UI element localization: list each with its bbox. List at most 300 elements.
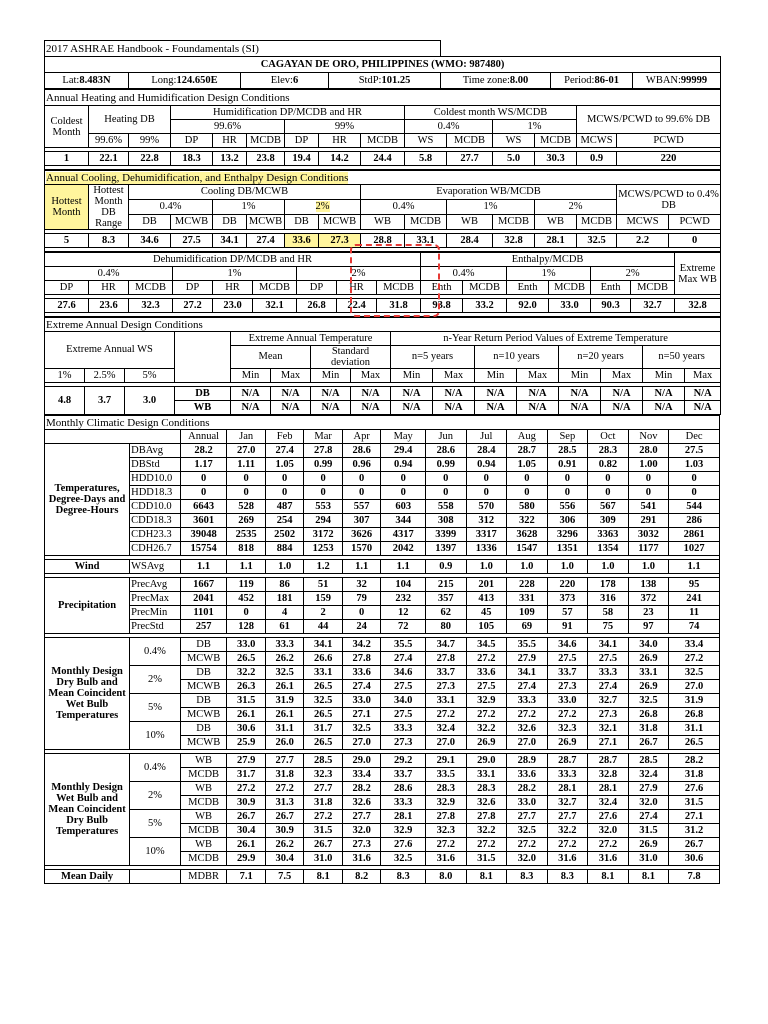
row-label: MCDB <box>180 796 227 810</box>
dehum-value: 93.8 <box>421 299 463 313</box>
month-header: Jun <box>425 430 466 444</box>
monthly-row <box>45 782 720 796</box>
cooling-value: 27.3 <box>319 234 361 248</box>
heating-subheader: DP <box>285 134 319 148</box>
row-label: CDH23.3 <box>130 528 181 542</box>
cooling-value: 28.1 <box>535 234 577 248</box>
cell-value: 1.1 <box>669 560 720 574</box>
ws-1-header: 1% <box>45 369 85 383</box>
heating-subheaders <box>45 134 721 148</box>
na-value: N/A <box>517 401 559 415</box>
cell-value: 26.6 <box>304 652 343 666</box>
cell-value: 0 <box>304 486 343 500</box>
na-value: N/A <box>391 387 433 401</box>
cell-value: 32.2 <box>227 666 266 680</box>
cell-value: 28.1 <box>547 782 588 796</box>
cell-value: 34.0 <box>381 694 426 708</box>
precipitation-group: Precipitation <box>45 578 130 634</box>
cell-value: 27.2 <box>425 708 466 722</box>
cell-value: 32.8 <box>588 768 629 782</box>
cell-value: 26.2 <box>265 652 304 666</box>
cooling-subheader: MCWB <box>247 215 285 230</box>
ws-1-header: 1% <box>493 120 577 134</box>
cell-value: 228 <box>507 578 548 592</box>
cell-value: 26.0 <box>265 736 304 750</box>
cell-value: 27.3 <box>547 680 588 694</box>
cell-value: 34.5 <box>466 638 507 652</box>
month-header: Feb <box>265 430 304 444</box>
cell-value: 3399 <box>425 528 466 542</box>
cell-value: 27.0 <box>342 736 381 750</box>
na-value: N/A <box>391 401 433 415</box>
cell-value: 32 <box>342 578 381 592</box>
cell-value: 0.99 <box>425 458 466 472</box>
cell-value: 28.3 <box>588 444 629 458</box>
heating-subheader: WS <box>493 134 535 148</box>
heating-subheader: MCWS <box>577 134 617 148</box>
cell-value: 91 <box>547 620 588 634</box>
cell-value: 32.4 <box>588 796 629 810</box>
na-value: N/A <box>231 401 271 415</box>
cell-value: 27.7 <box>507 810 548 824</box>
heating-value: 1 <box>45 152 89 166</box>
cell-value: 0.96 <box>342 458 381 472</box>
extreme-ws-value: 3.0 <box>125 387 175 415</box>
cooling-subheader: MCDB <box>577 215 617 230</box>
min-header: Min <box>231 369 271 383</box>
na-value: N/A <box>433 387 475 401</box>
cell-value: 26.9 <box>628 680 669 694</box>
heating-table <box>44 89 721 170</box>
cell-value: 31.8 <box>265 768 304 782</box>
cell-value: 232 <box>381 592 426 606</box>
monthly-row <box>45 486 720 500</box>
dehum-1-header: 1% <box>173 267 297 281</box>
cell-value: 31.6 <box>588 852 629 866</box>
cooling-subheader: MCWS <box>617 215 669 230</box>
monthly-row <box>45 754 720 768</box>
cell-value: 31.8 <box>628 722 669 736</box>
cell-value: 75 <box>588 620 629 634</box>
humid-996-header: 99.6% <box>171 120 285 134</box>
cell-value: 0 <box>425 472 466 486</box>
cooling-subheader: MCWB <box>319 215 361 230</box>
cooling-subheader: DB <box>129 215 171 230</box>
cell-value: 306 <box>547 514 588 528</box>
cell-value: 1354 <box>588 542 629 556</box>
cell-value: 62 <box>425 606 466 620</box>
cooling-value: 2.2 <box>617 234 669 248</box>
cell-value: 0 <box>381 486 426 500</box>
cell-value: 31.0 <box>628 852 669 866</box>
cell-value: 0 <box>227 486 266 500</box>
percentile-label: 10% <box>130 838 181 866</box>
station-header-table <box>44 40 721 89</box>
na-value: N/A <box>685 401 721 415</box>
cell-value: 45 <box>466 606 507 620</box>
row-label: WSAvg <box>130 560 181 574</box>
cell-value: 487 <box>265 500 304 514</box>
cell-value: 570 <box>466 500 507 514</box>
enthalpy-header: Enthalpy/MCDB <box>421 253 675 267</box>
cell-value: 27.4 <box>588 680 629 694</box>
na-value: N/A <box>433 401 475 415</box>
cell-value: 32.5 <box>507 824 548 838</box>
cell-value: 58 <box>588 606 629 620</box>
cooling-value: 28.4 <box>447 234 493 248</box>
cell-value: 0.91 <box>547 458 588 472</box>
dehum-value: 92.0 <box>507 299 549 313</box>
extreme-temp-header: Extreme Annual Temperature <box>231 332 391 346</box>
cell-value: 33.5 <box>425 768 466 782</box>
min-header: Min <box>643 369 685 383</box>
cell-value: 28.6 <box>425 444 466 458</box>
max-header: Max <box>271 369 311 383</box>
cell-value: 26.8 <box>628 708 669 722</box>
cell-value: 28.2 <box>342 782 381 796</box>
cell-value: 28.5 <box>304 754 343 768</box>
evap-1-header: 1% <box>447 200 535 215</box>
row-label: PrecMin <box>130 606 181 620</box>
cell-value: 34.2 <box>342 638 381 652</box>
cell-value: 33.3 <box>265 638 304 652</box>
cell-value: 31.3 <box>265 796 304 810</box>
cell-value: 0 <box>342 472 381 486</box>
cell-value: 28.2 <box>180 444 227 458</box>
monthly-row <box>45 458 720 472</box>
cell-value: 27.7 <box>304 782 343 796</box>
cell-value: 27.5 <box>381 708 426 722</box>
cell-value: 27.6 <box>381 838 426 852</box>
cell-value: 27.5 <box>588 652 629 666</box>
cell-value: 33.0 <box>227 638 266 652</box>
cell-value: 109 <box>507 606 548 620</box>
cell-value: 32.9 <box>425 796 466 810</box>
cell-value: 291 <box>628 514 669 528</box>
monthly-row <box>45 528 720 542</box>
cell-value: 28.7 <box>588 754 629 768</box>
max-header: Max <box>433 369 475 383</box>
cooling-value: 34.6 <box>129 234 171 248</box>
cell-value: 0 <box>381 472 426 486</box>
cell-value: 27.6 <box>588 810 629 824</box>
extreme-spacer <box>175 332 231 383</box>
cell-value: 1.1 <box>342 560 381 574</box>
cell-value: 34.6 <box>547 638 588 652</box>
cell-value: 27.0 <box>669 680 720 694</box>
wb-label: WB <box>175 401 231 415</box>
monthly-row <box>45 514 720 528</box>
cell-value: 26.3 <box>227 680 266 694</box>
heating-section-title: Annual Heating and Humidification Design Conditions <box>45 90 721 106</box>
wet-bulb-group: Monthly Design Wet Bulb and Mean Coincident Dry Bulb Temperatures <box>45 754 130 866</box>
na-value: N/A <box>601 401 643 415</box>
cell-value: 27.4 <box>342 680 381 694</box>
cell-value: 28.0 <box>628 444 669 458</box>
cell-value: 257 <box>180 620 227 634</box>
cell-value: 7.5 <box>265 870 304 884</box>
cooling-value: 28.8 <box>361 234 405 248</box>
cell-value: 31.8 <box>304 796 343 810</box>
cell-value: 1.1 <box>180 560 227 574</box>
cell-value: 8.1 <box>628 870 669 884</box>
cell-value: 31.2 <box>669 824 720 838</box>
cell-value: 7.8 <box>669 870 720 884</box>
monthly-row <box>45 578 720 592</box>
cell-value: 4317 <box>381 528 426 542</box>
cell-value: 8.0 <box>425 870 466 884</box>
dehum-subheader: MCDB <box>631 281 675 295</box>
cell-value: 27.2 <box>547 708 588 722</box>
cell-value: 0 <box>547 472 588 486</box>
cell-value: 104 <box>381 578 426 592</box>
extreme-max-wb-header: Extreme Max WB <box>675 253 721 295</box>
cell-value: 3172 <box>304 528 343 542</box>
cell-value: 0 <box>180 486 227 500</box>
cell-value: 27.7 <box>342 810 381 824</box>
cell-value: 1101 <box>180 606 227 620</box>
na-value: N/A <box>311 401 351 415</box>
blank-cell <box>130 870 181 884</box>
heating-subheader: 99.6% <box>89 134 129 148</box>
cell-value: 27.2 <box>466 708 507 722</box>
cell-value: 119 <box>227 578 266 592</box>
cell-value: 29.4 <box>381 444 426 458</box>
cell-value: 1.0 <box>628 560 669 574</box>
cell-value: 1.00 <box>628 458 669 472</box>
cell-value: 26.5 <box>304 708 343 722</box>
na-value: N/A <box>643 401 685 415</box>
cell-value: 95 <box>669 578 720 592</box>
cell-value: 0.99 <box>304 458 343 472</box>
cell-value: 1.0 <box>265 560 304 574</box>
heating-value: 0.9 <box>577 152 617 166</box>
cell-value: 0 <box>304 472 343 486</box>
cell-value: 33.3 <box>588 666 629 680</box>
percentile-label: 2% <box>130 782 181 810</box>
ws-25-header: 2.5% <box>85 369 125 383</box>
cell-value: 31.6 <box>547 852 588 866</box>
cell-value: 33.3 <box>381 796 426 810</box>
evap-2-header: 2% <box>535 200 617 215</box>
percentile-label: 10% <box>130 722 181 750</box>
cooling-subheader: WB <box>535 215 577 230</box>
cell-value: 26.9 <box>547 736 588 750</box>
cool-1-header: 1% <box>213 200 285 215</box>
dehum-subheader: MCDB <box>463 281 507 295</box>
cell-value: 0 <box>342 486 381 500</box>
dehum-value: 27.2 <box>173 299 213 313</box>
cooling-subheaders <box>45 215 721 230</box>
cell-value: 57 <box>547 606 588 620</box>
cell-value: 32.2 <box>466 722 507 736</box>
cooling-value: 8.3 <box>89 234 129 248</box>
cell-value: 27.8 <box>425 652 466 666</box>
extreme-db-row <box>45 387 721 401</box>
cell-value: 8.1 <box>466 870 507 884</box>
heating-value: 27.7 <box>447 152 493 166</box>
cooling-value: 32.8 <box>493 234 535 248</box>
cell-value: 6643 <box>180 500 227 514</box>
cell-value: 34.6 <box>381 666 426 680</box>
cell-value: 32.6 <box>466 796 507 810</box>
monthly-row <box>45 472 720 486</box>
n50-header: n=50 years <box>643 346 721 369</box>
coldest-month-header: Coldest Month <box>45 106 89 148</box>
row-label: HDD18.3 <box>130 486 181 500</box>
cell-value: 33.0 <box>507 796 548 810</box>
row-label: WB <box>180 810 227 824</box>
cell-value: 33.4 <box>669 638 720 652</box>
cell-value: 29.9 <box>227 852 266 866</box>
dehum-subheader: Enth <box>421 281 463 295</box>
cell-value: 286 <box>669 514 720 528</box>
cell-value: 29.0 <box>342 754 381 768</box>
dehum-value: 32.1 <box>253 299 297 313</box>
na-value: N/A <box>271 401 311 415</box>
cell-value: 8.2 <box>342 870 381 884</box>
cell-value: 2535 <box>227 528 266 542</box>
cell-value: 27.2 <box>547 838 588 852</box>
monthly-row <box>45 838 720 852</box>
cell-value: 8.1 <box>304 870 343 884</box>
dehum-value: 33.0 <box>549 299 591 313</box>
cell-value: 28.7 <box>547 754 588 768</box>
cell-value: 0.94 <box>466 458 507 472</box>
heating-value: 23.8 <box>247 152 285 166</box>
cell-value: 0 <box>466 472 507 486</box>
cell-value: 27.2 <box>507 708 548 722</box>
percentile-label: 5% <box>130 810 181 838</box>
cell-value: 27.9 <box>227 754 266 768</box>
wban: WBAN:99999 <box>633 73 721 89</box>
row-label: MCWB <box>180 708 227 722</box>
cell-value: 33.1 <box>425 694 466 708</box>
humid-99-header: 99% <box>285 120 405 134</box>
cooling-section-title: Annual Cooling, Dehumidification, and Enthalpy Design Conditions <box>45 171 721 185</box>
cell-value: 27.8 <box>425 810 466 824</box>
cell-value: 372 <box>628 592 669 606</box>
cell-value: 1.1 <box>381 560 426 574</box>
cell-value: 3628 <box>507 528 548 542</box>
cell-value: 28.9 <box>507 754 548 768</box>
cell-value: 30.4 <box>265 852 304 866</box>
cooling-value: 27.4 <box>247 234 285 248</box>
cooling-value: 27.5 <box>171 234 213 248</box>
row-label: MDBR <box>180 870 227 884</box>
cell-value: 1570 <box>342 542 381 556</box>
cell-value: 308 <box>425 514 466 528</box>
cell-value: 2502 <box>265 528 304 542</box>
dehum-value: 32.7 <box>631 299 675 313</box>
cell-value: 26.9 <box>628 652 669 666</box>
cell-value: 558 <box>425 500 466 514</box>
cell-value: 27.3 <box>342 838 381 852</box>
cell-value: 30.4 <box>227 824 266 838</box>
cell-value: 553 <box>304 500 343 514</box>
monthly-row <box>45 560 720 574</box>
heating-subheader: WS <box>405 134 447 148</box>
cooling-subheader: PCWD <box>669 215 721 230</box>
cooling-subheader: MCDB <box>493 215 535 230</box>
cell-value: 33.3 <box>381 722 426 736</box>
cell-value: 0 <box>342 606 381 620</box>
cell-value: 12 <box>381 606 426 620</box>
cell-value: 30.6 <box>669 852 720 866</box>
cell-value: 33.3 <box>547 768 588 782</box>
min-header: Min <box>475 369 517 383</box>
cell-value: 1.2 <box>304 560 343 574</box>
cell-value: 27.2 <box>466 652 507 666</box>
extreme-ws-header: Extreme Annual WS <box>45 332 175 369</box>
cell-value: 27.4 <box>507 680 548 694</box>
cell-value: 34.1 <box>304 638 343 652</box>
cell-value: 31.5 <box>304 824 343 838</box>
cell-value: 26.1 <box>265 708 304 722</box>
cell-value: 33.1 <box>304 666 343 680</box>
cell-value: 452 <box>227 592 266 606</box>
cell-value: 29.0 <box>466 754 507 768</box>
na-value: N/A <box>559 401 601 415</box>
cell-value: 309 <box>588 514 629 528</box>
cell-value: 27.2 <box>425 838 466 852</box>
cell-value: 2042 <box>381 542 426 556</box>
cell-value: 26.1 <box>265 680 304 694</box>
cell-value: 0 <box>265 472 304 486</box>
cell-value: 29.1 <box>425 754 466 768</box>
cell-value: 26.5 <box>227 652 266 666</box>
cell-value: 32.0 <box>342 824 381 838</box>
cell-value: 26.9 <box>628 838 669 852</box>
cell-value: 4 <box>265 606 304 620</box>
month-header: Jul <box>466 430 507 444</box>
cell-value: 27.6 <box>669 782 720 796</box>
cell-value: 32.5 <box>381 852 426 866</box>
cell-value: 1.11 <box>227 458 266 472</box>
cell-value: 27.9 <box>628 782 669 796</box>
cell-value: 27.9 <box>507 652 548 666</box>
cell-value: 7.1 <box>227 870 266 884</box>
cell-value: 26.7 <box>227 810 266 824</box>
month-header: May <box>381 430 426 444</box>
heating-values-row <box>45 152 721 166</box>
cell-value: 27.4 <box>265 444 304 458</box>
cooling-value: 33.1 <box>405 234 447 248</box>
na-value: N/A <box>351 401 391 415</box>
blank-cell <box>45 430 181 444</box>
cell-value: 27.3 <box>425 680 466 694</box>
row-label: HDD10.0 <box>130 472 181 486</box>
cell-value: 30.6 <box>227 722 266 736</box>
coldest-ws-header: Coldest month WS/MCDB <box>405 106 577 120</box>
cell-value: 35.5 <box>381 638 426 652</box>
cell-value: 31.9 <box>669 694 720 708</box>
cell-value: 3296 <box>547 528 588 542</box>
dehum-value: 22.4 <box>337 299 377 313</box>
cell-value: 27.4 <box>381 652 426 666</box>
cell-value: 32.3 <box>547 722 588 736</box>
row-label: CDD10.0 <box>130 500 181 514</box>
row-label: PrecMax <box>130 592 181 606</box>
row-label: MCDB <box>180 852 227 866</box>
cell-value: 27.2 <box>265 782 304 796</box>
heating-value: 13.2 <box>213 152 247 166</box>
cell-value: 344 <box>381 514 426 528</box>
extreme-table <box>44 317 721 415</box>
cell-value: 27.3 <box>381 736 426 750</box>
cell-value: 1.0 <box>507 560 548 574</box>
max-header: Max <box>685 369 721 383</box>
